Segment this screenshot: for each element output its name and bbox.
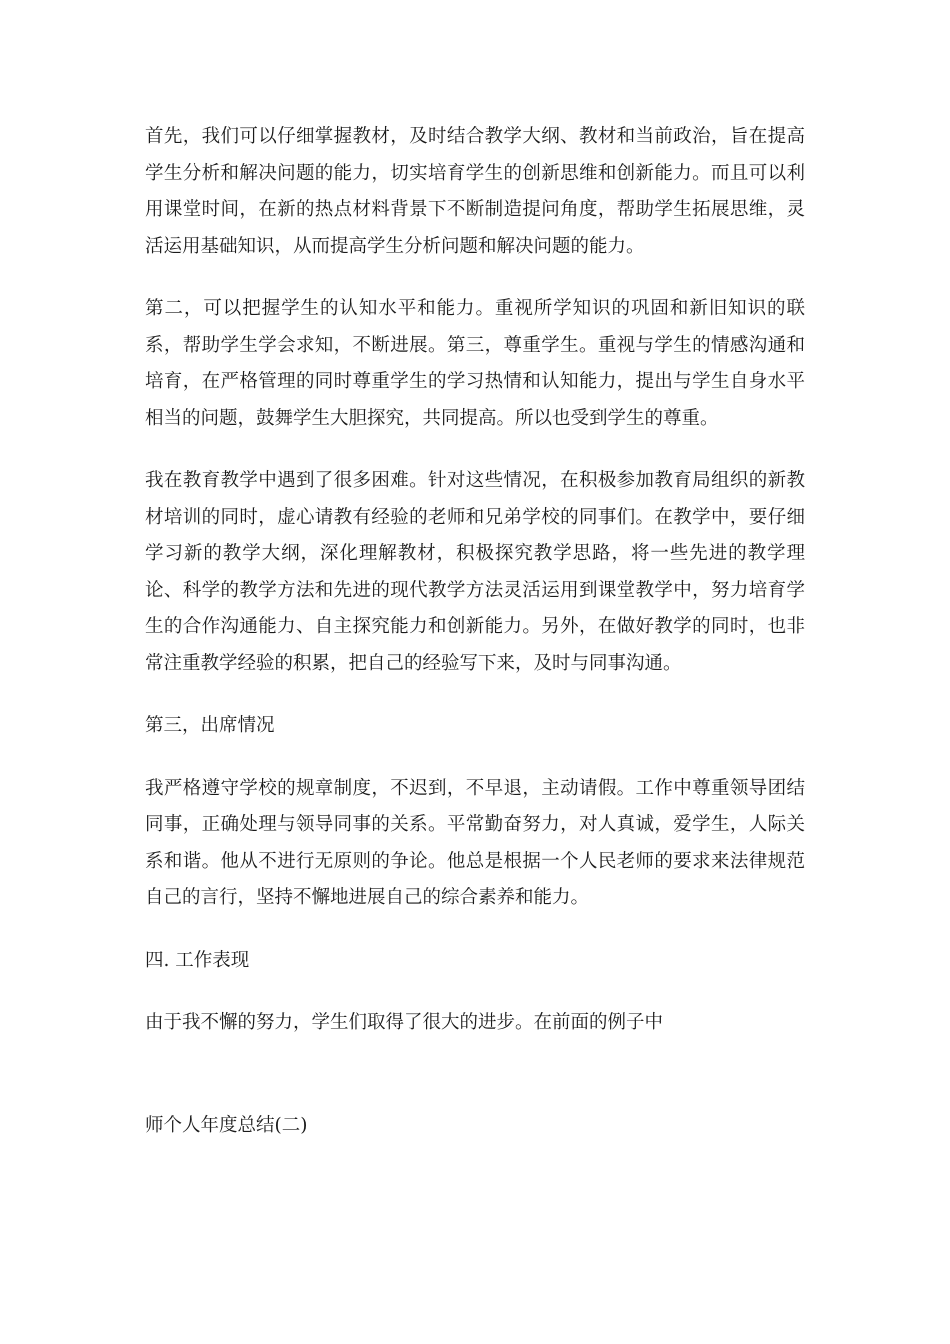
paragraph-spacer (145, 682, 805, 708)
paragraph-spacer (145, 265, 805, 291)
paragraph-spacer (145, 437, 805, 463)
section-heading-performance: 四. 工作表现 (145, 949, 250, 971)
section-spacer (145, 1042, 805, 1108)
paragraph-performance: 由于我不懈的努力，学生们取得了很大的进步。在前面的例子中 (145, 1012, 664, 1033)
document-body (145, 119, 805, 1144)
section-heading-attendance: 第三，出席情况 (145, 715, 275, 736)
paragraph-spacer (145, 917, 805, 943)
paragraph-teaching-materials: 首先，我们可以仔细掌握教材，及时结合教学大纲、教材和当前政治，旨在提高学生分析和解决问题的能力，切实培育学生的创新思维和创新能力。而且可以利用课堂时间，在新的热点材料背景下不断制造提问角度，帮助学生拓展思维，灵活运用基础知识，从而提高学生分析问题和解决问题的能力。 (145, 126, 805, 257)
paragraph-spacer (145, 979, 805, 1005)
paragraph-teaching-difficulties: 我在教育教学中遇到了很多困难。针对这些情况，在积极参加教育局组织的新教材培训的同时，虚心请教有经验的老师和兄弟学校的同事们。在教学中，要仔细学习新的教学大纲，深化理解教材，积极探究教学思路，将一些先进的教学理论、科学的教学方法和先进的现代教学方法灵活运用到课堂教学中，努力培育学生的合作沟通能力、自主探究能力和创新能力。另外，在做好教学的同时，也非常注重教学经验的积累，把自己的经验写下来，及时与同事沟通。 (145, 470, 805, 674)
paragraph-attendance: 我严格遵守学校的规章制度，不迟到，不早退，主动请假。工作中尊重领导团结同事，正确处理与领导同事的关系。平常勤奋努力，对人真诚，爱学生，人际关系和谐。他从不进行无原则的争论。他总是根据一个人民老师的要求来法律规范自己的言行，坚持不懈地进展自己的综合素养和能力。 (145, 777, 805, 908)
paragraph-spacer (145, 745, 805, 771)
paragraph-student-cognition: 第二，可以把握学生的认知水平和能力。重视所学知识的巩固和新旧知识的联系，帮助学生学会求知，不断进展。第三，尊重学生。重视与学生的情感沟通和培育，在严格管理的同时尊重学生的学习热情和认知能力，提出与学生自身水平相当的问题，鼓舞学生大胆探究，共同提高。所以也受到学生的尊重。 (145, 298, 805, 429)
document-section-title: 师个人年度总结(二) (145, 1114, 308, 1136)
